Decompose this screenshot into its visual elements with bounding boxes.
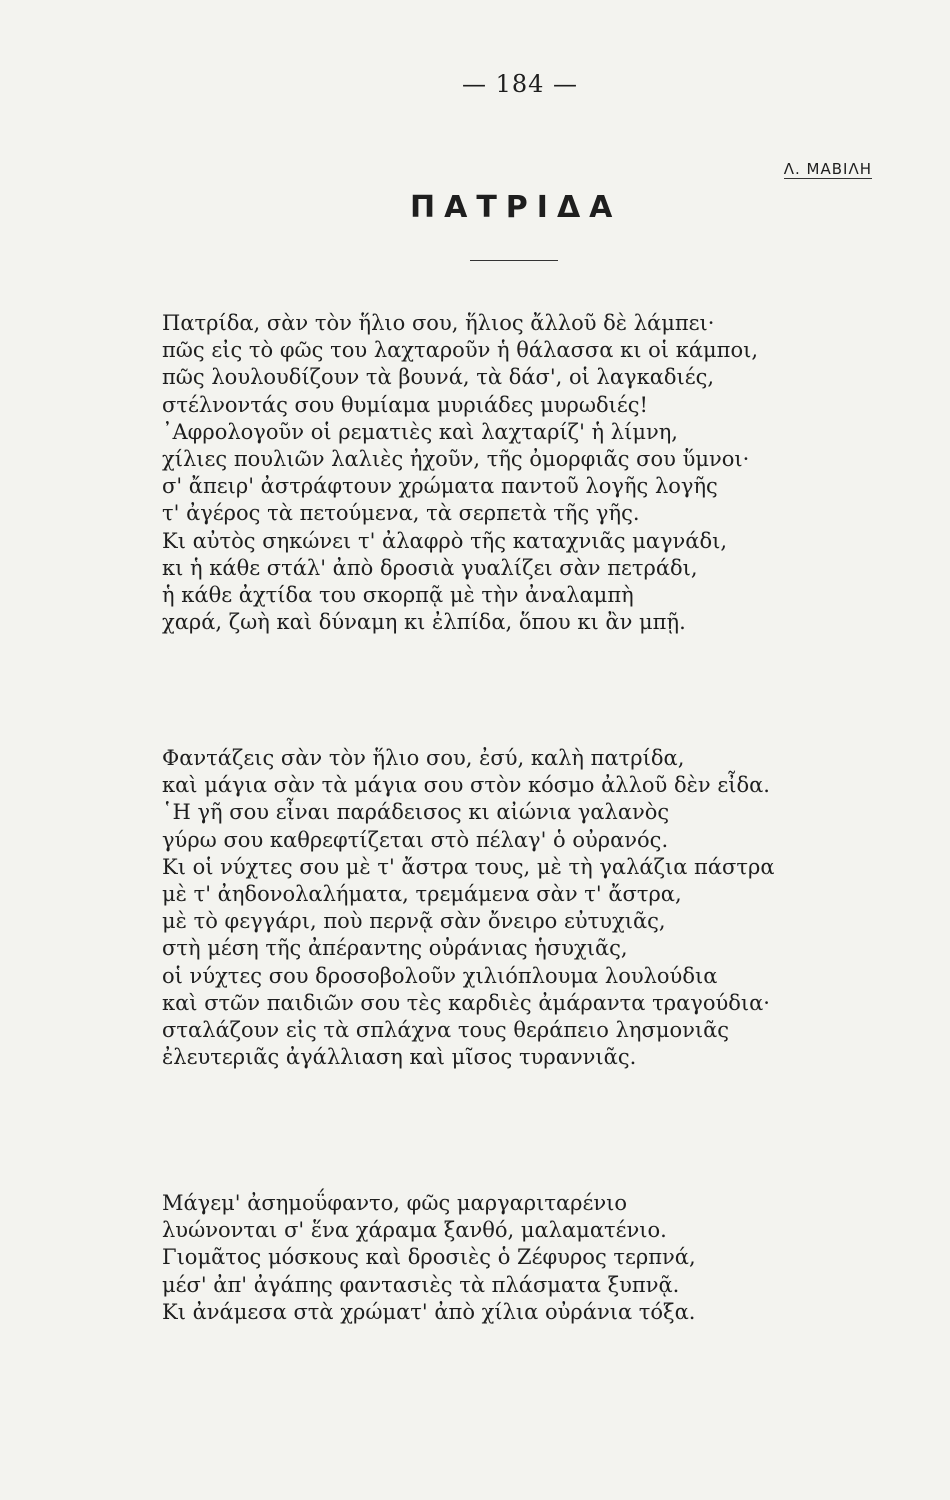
poem-title: ΠΑΤΡΙΔΑ — [410, 190, 622, 225]
poem-line: μὲ τ' ἀηδονολαλήματα, τρεμάμενα σὰν τ' ἄστρα, — [162, 882, 682, 907]
page-number: — 184 — — [461, 70, 579, 98]
poem-line: καὶ μάγια σὰν τὰ μάγια σου στὸν κόσμο ἀλλοῦ δὲν εἶδα. — [162, 773, 770, 798]
stanza-3 — [162, 1190, 882, 1326]
poem-line: οἱ νύχτες σου δροσοβολοῦν χιλιόπλουμα λουλούδια — [162, 963, 718, 988]
poem-line: Πατρίδα, σὰν τὸν ἥλιο σου, ἥλιος ἄλλοῦ δὲ λάμπει· — [162, 311, 715, 335]
poem-line: Κι οἱ νύχτες σου μὲ τ' ἄστρα τους, μὲ τὴ γαλάζια πάστρα — [162, 854, 775, 879]
poem-line: λυώνονται σ' ἕνα χάραμα ξανθό, μαλαματένιο. — [162, 1218, 667, 1243]
poem-line: μέσ' ἀπ' ἀγάπης φαντασιὲς τὰ πλάσματα ξυπνᾷ. — [162, 1272, 680, 1297]
poem-line: σ' ἄπειρ' ἀστράφτουν χρώματα παντοῦ λογῆς λογῆς — [162, 474, 718, 499]
poem-line: ῾Η γῆ σου εἶναι παράδεισος κι αἰώνια γαλανὸς — [162, 800, 670, 825]
poem-line: Κι ἀνάμεσα στὰ χρώματ' ἀπὸ χίλια οὐράνια τόξα. — [162, 1299, 696, 1324]
poem-line: στὴ μέση τῆς ἀπέραντης οὐράνιας ἡσυχιᾶς, — [162, 936, 628, 961]
poem-line: σταλάζουν εἰς τὰ σπλάχνα τους θεράπειο λησμονιᾶς — [162, 1018, 730, 1043]
poem-line: ἡ κάθε ἀχτίδα του σκορπᾷ μὲ τὴν ἀναλαμπὴ — [162, 583, 634, 608]
poem-line: ἐλευτεριᾶς ἀγάλλιαση καὶ μῖσος τυραννιᾶς. — [162, 1045, 637, 1070]
poem-line: χίλιες πουλιῶν λαλιὲς ἠχοῦν, τῆς ὀμορφιᾶς σου ὕμνοι· — [162, 447, 750, 472]
author-name: Λ. ΜΑΒΙΛΗ — [783, 160, 872, 178]
poem-line: Κι αὐτὸς σηκώνει τ' ἀλαφρὸ τῆς καταχνιᾶς μαγνάδι, — [162, 528, 728, 553]
poem-line: πῶς εἰς τὸ φῶς του λαχταροῦν ἡ θάλασσα κι οἱ κάμποι, — [162, 338, 759, 363]
poem-line: Γιομᾶτος μόσκους καὶ δροσιὲς ὁ Ζέφυρος τερπνά, — [162, 1245, 696, 1270]
stanza-1 — [162, 310, 882, 636]
poem-line: πῶς λουλουδίζουν τὰ βουνά, τὰ δάσ', οἱ λαγκαδιές, — [162, 365, 715, 390]
poem-line: γύρω σου καθρεφτίζεται στὸ πέλαγ' ὁ οὐρανός. — [162, 827, 669, 852]
poem-line: χαρά, ζωὴ καὶ δύναμη κι ἐλπίδα, ὅπου κι ἂν μπῇ. — [162, 610, 686, 635]
poem-line: κι ἡ κάθε στάλ' ἀπὸ δροσιὰ γυαλίζει σὰν πετράδι, — [162, 555, 698, 580]
poem-line: μὲ τὸ φεγγάρι, ποὺ περνᾷ σὰν ὄνειρο εὐτυχιᾶς, — [162, 909, 666, 934]
stanza-2 — [162, 745, 882, 1071]
poem-line: στέλνοντάς σου θυμίαμα μυριάδες μυρωδιές! — [162, 392, 648, 417]
poem-line: Μάγεμ' ἀσημοΰφαντο, φῶς μαργαριταρένιο — [162, 1191, 628, 1215]
poem-line: ᾿Αφρολογοῦν οἱ ρεματιὲς καὶ λαχταρίζ' ἡ λίμνη, — [162, 419, 678, 444]
poem-line: καὶ στῶν παιδιῶν σου τὲς καρδιὲς ἀμάραντα τραγούδια· — [162, 990, 770, 1015]
poem-line: τ' ἀγέρος τὰ πετούμενα, τὰ σερπετὰ τῆς γῆς. — [162, 501, 640, 526]
poem-line: Φαντάζεις σὰν τὸν ἥλιο σου, ἐσύ, καλὴ πατρίδα, — [162, 746, 685, 770]
title-rule — [470, 260, 558, 261]
